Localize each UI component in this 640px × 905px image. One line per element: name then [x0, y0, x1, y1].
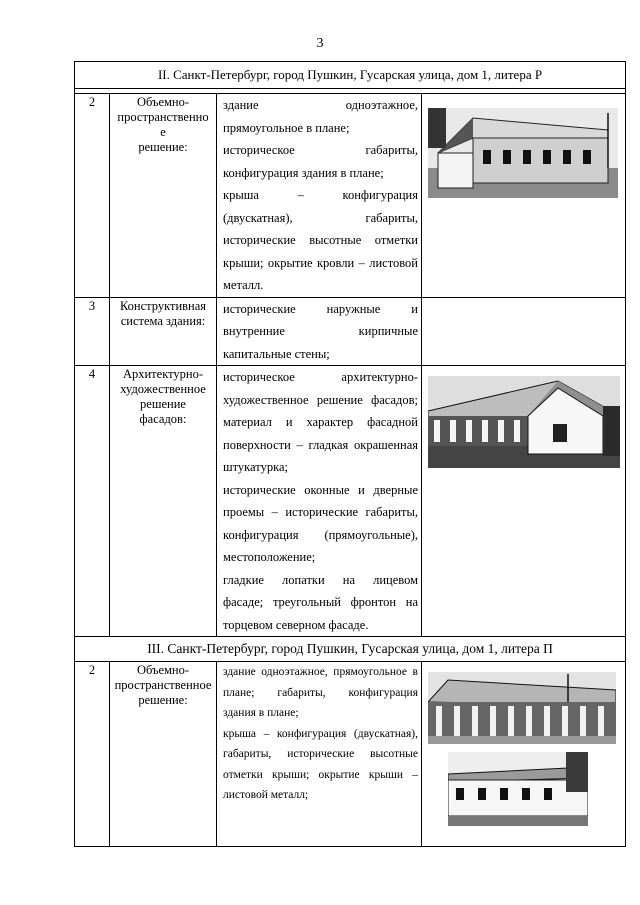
row-number: 3	[75, 297, 110, 366]
desc-line: художественное решение фасадов;	[223, 392, 418, 407]
name-line: Конструктивная	[119, 298, 207, 313]
desc-line: крыши; окрытие кровли – листовой	[223, 255, 418, 270]
row-name	[110, 94, 217, 298]
desc-line: местоположение;	[223, 550, 316, 564]
building-photo	[428, 108, 618, 198]
row-number: 4	[75, 366, 110, 637]
row-description	[217, 94, 422, 298]
building-photo	[428, 376, 620, 468]
desc-line: внутренние кирпичные	[223, 324, 418, 338]
desc-line: крыша – конфигурация	[223, 188, 418, 202]
desc-line: габариты, исторические высотные	[223, 748, 418, 760]
name-line: фасадов:	[139, 412, 187, 426]
section-title-litera-p: III. Санкт-Петербург, город Пушкин, Гусарская улица, дом 1, литера П	[75, 637, 626, 662]
table-row	[75, 94, 626, 298]
page-number: 3	[316, 36, 324, 51]
row-description	[217, 662, 422, 847]
photo-cell	[422, 94, 626, 298]
protected-features-table	[74, 61, 626, 847]
desc-line: историческое архитектурно-	[223, 370, 418, 384]
desc-line: гладкие лопатки на лицевом	[223, 572, 418, 587]
desc-line: поверхности – гладкая окрашенная	[223, 437, 418, 452]
row-name	[110, 366, 217, 637]
desc-line: штукатурка;	[223, 460, 288, 474]
building-photo	[448, 752, 588, 826]
name-line: Архитектурно-	[122, 367, 204, 381]
photo-cell	[422, 366, 626, 637]
desc-line: плане; габариты, конфигурация	[223, 686, 418, 699]
desc-line: прямоугольное в плане;	[223, 120, 350, 135]
desc-line: конфигурация (прямоугольные),	[223, 527, 418, 542]
desc-line: конфигурация здания в плане;	[223, 165, 384, 180]
row-name	[110, 662, 217, 847]
section-header-row	[75, 637, 626, 662]
desc-line: исторические наружные и	[223, 301, 418, 316]
empty-cell	[422, 297, 626, 366]
desc-line: здание одноэтажное, прямоугольное в	[223, 666, 418, 678]
row-description	[217, 297, 422, 366]
desc-line: исторические оконные и дверные	[223, 482, 418, 497]
desc-line: материал и характер фасадной	[223, 415, 418, 429]
desc-line: торцевом северном фасаде.	[223, 617, 369, 632]
desc-line: листовой металл;	[223, 789, 309, 801]
table-row	[75, 366, 626, 637]
row-description	[217, 366, 422, 637]
desc-line: крыша – конфигурация (двускатная),	[223, 727, 418, 740]
table-row	[75, 662, 626, 847]
section-title-litera-r: II. Санкт-Петербург, город Пушкин, Гусарская улица, дом 1, литера Р	[75, 62, 626, 89]
desc-line: капитальные стены;	[223, 346, 330, 361]
name-line: пространственное	[114, 678, 212, 692]
photo-cell	[422, 662, 626, 847]
desc-line: исторические высотные отметки	[223, 233, 418, 247]
name-line: решение:	[138, 140, 188, 154]
desc-line: металл.	[223, 278, 264, 292]
desc-line: (двускатная), габариты,	[223, 210, 418, 225]
name-line: е	[160, 125, 166, 139]
desc-line: проемы – исторические габариты,	[223, 505, 418, 519]
desc-line: фасаде; треугольный фронтон на	[223, 595, 418, 609]
name-line: художественное	[120, 382, 206, 396]
name-line: решение	[140, 397, 186, 411]
name-line: Объемно-	[136, 95, 190, 109]
row-name	[110, 297, 217, 366]
name-line: пространственно	[117, 110, 209, 124]
name-line: решение:	[138, 693, 188, 707]
desc-line: отметки крыши; окрытие крыши –	[223, 768, 418, 781]
row-number: 2	[75, 662, 110, 847]
desc-line: историческое габариты,	[223, 143, 418, 157]
desc-line: здание одноэтажное,	[223, 98, 418, 112]
row-number: 2	[75, 94, 110, 298]
name-line: Объемно-	[136, 663, 190, 677]
name-line: система здания:	[120, 313, 206, 328]
building-photo	[428, 672, 616, 744]
section-header-row	[75, 62, 626, 89]
table-row	[75, 297, 626, 366]
desc-line: здания в плане;	[223, 707, 299, 719]
